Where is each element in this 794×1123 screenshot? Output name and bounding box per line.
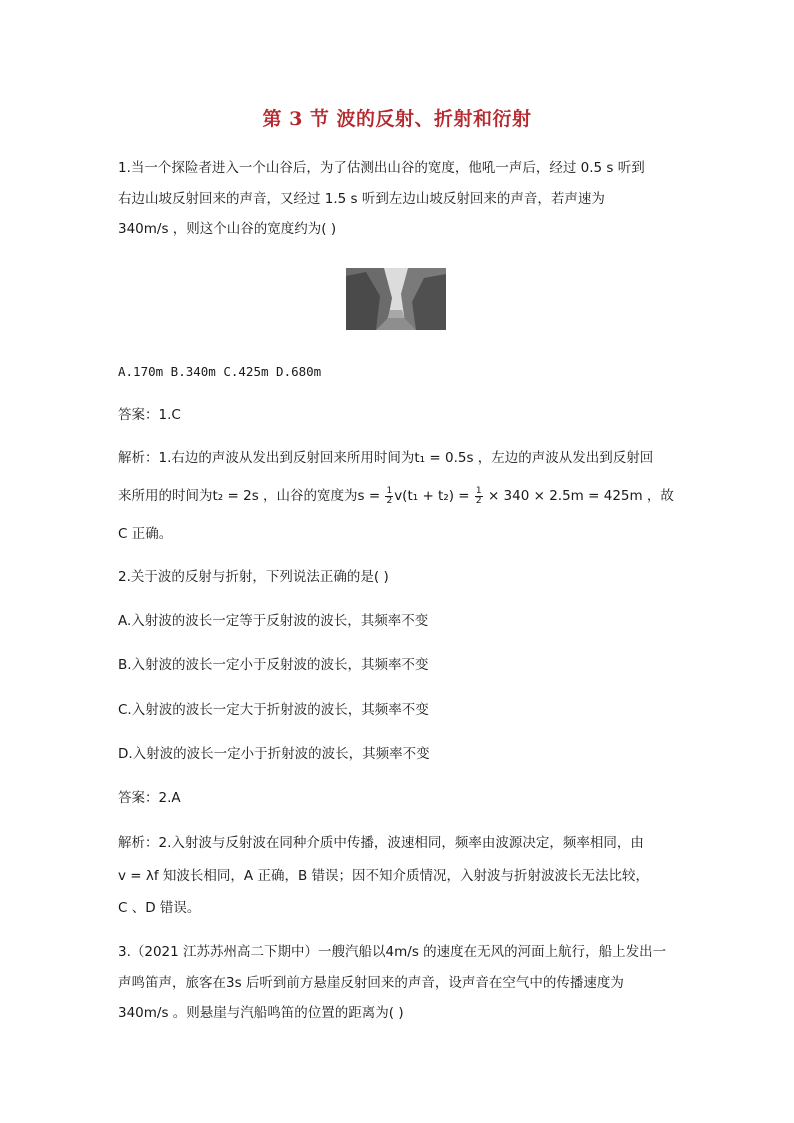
q1-explanation-line-3: C 正确。 <box>118 526 173 542</box>
q2-explanation-line-2: v = λf 知波长相同，A 正确，B 错误；因不知介质情况，入射波与折射波波长无法比较， <box>118 868 649 884</box>
q1-answer: 答案：1.C <box>118 407 181 423</box>
q2-explanation-line-1: 解析：2.入射波与反射波在同种介质中传播，波速相同，频率由波源决定，频率相同，由 <box>118 835 644 851</box>
fraction-numerator: 1 <box>386 485 393 496</box>
q1-stem-line-2: 右边山坡反射回来的声音，又经过 1.5 s 听到左边山坡反射回来的声音，若声速为 <box>118 191 605 207</box>
q1-explanation-line-1: 解析：1.右边的声波从发出到反射回来所用时间为t₁ = 0.5s ，左边的声波从发出到反射回 <box>118 450 654 466</box>
q2-option-b: B.入射波的波长一定小于反射波的波长，其频率不变 <box>118 657 429 673</box>
q1-stem-line-3: 340m/s ，则这个山谷的宽度约为( ) <box>118 221 337 237</box>
fraction-half-1 <box>385 487 393 506</box>
section-title: 第 3 节 波的反射、折射和衍射 <box>262 108 532 130</box>
fraction-denominator: 2 <box>475 495 482 506</box>
q1-exp-part-a: 来所用的时间为t₂ = 2s ，山谷的宽度为s = <box>118 488 385 504</box>
q2-explanation-line-3: C 、D 错误。 <box>118 900 201 916</box>
q3-stem-line-2: 声鸣笛声，旅客在3s 后听到前方悬崖反射回来的声音，设声音在空气中的传播速度为 <box>118 975 624 991</box>
q3-stem-line-3: 340m/s 。则悬崖与汽船鸣笛的位置的距离为( ) <box>118 1005 404 1021</box>
valley-photo <box>346 268 446 330</box>
q1-exp-part-b: v(t₁ + t₂) = <box>394 488 474 504</box>
q2-option-c: C.入射波的波长一定大于折射波的波长，其频率不变 <box>118 702 429 718</box>
q1-explanation-line-2 <box>118 486 678 506</box>
q1-options: A.170m B.340m C.425m D.680m <box>118 364 322 379</box>
q2-option-d: D.入射波的波长一定小于折射波的波长，其频率不变 <box>118 746 430 762</box>
fraction-half-2 <box>475 487 483 506</box>
fraction-denominator: 2 <box>386 495 393 506</box>
valley-illustration <box>346 268 446 330</box>
q2-answer: 答案：2.A <box>118 790 181 806</box>
q1-stem-line-1: 1.当一个探险者进入一个山谷后，为了估测出山谷的宽度，他吼一声后，经过 0.5 s 听到 <box>118 160 645 176</box>
q3-stem-line-1: 3.（2021 江苏苏州高二下期中）一艘汽船以4m/s 的速度在无风的河面上航行，船上发出一 <box>118 944 667 960</box>
fraction-numerator: 1 <box>475 485 482 496</box>
q2-option-a: A.入射波的波长一定等于反射波的波长，其频率不变 <box>118 613 429 629</box>
q2-stem: 2.关于波的反射与折射，下列说法正确的是( ) <box>118 569 389 585</box>
q1-exp-part-c: × 340 × 2.5m = 425m ，故 <box>483 488 674 504</box>
